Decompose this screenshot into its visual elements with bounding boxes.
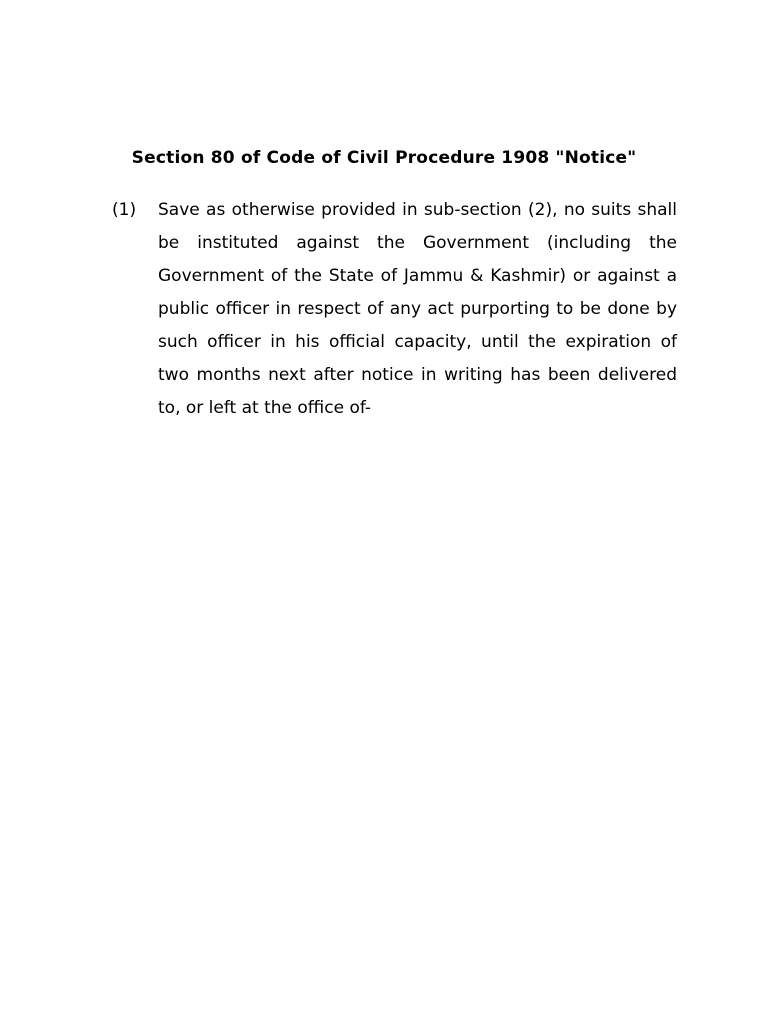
document-title: Section 80 of Code of Civil Procedure 1908 "Notice" xyxy=(131,148,637,168)
clause-number: (1) xyxy=(112,200,137,220)
clause-text: Save as otherwise provided in sub-section (2), no suits shall be instituted against the Government (including the Government of the State of Jammu & Kashmir) or against a public officer in respect of any act purporting to be done by such officer in his official capacity, until the expiration of two months next after notice in writing has been delivered to, or left at the office of- xyxy=(158,200,677,418)
